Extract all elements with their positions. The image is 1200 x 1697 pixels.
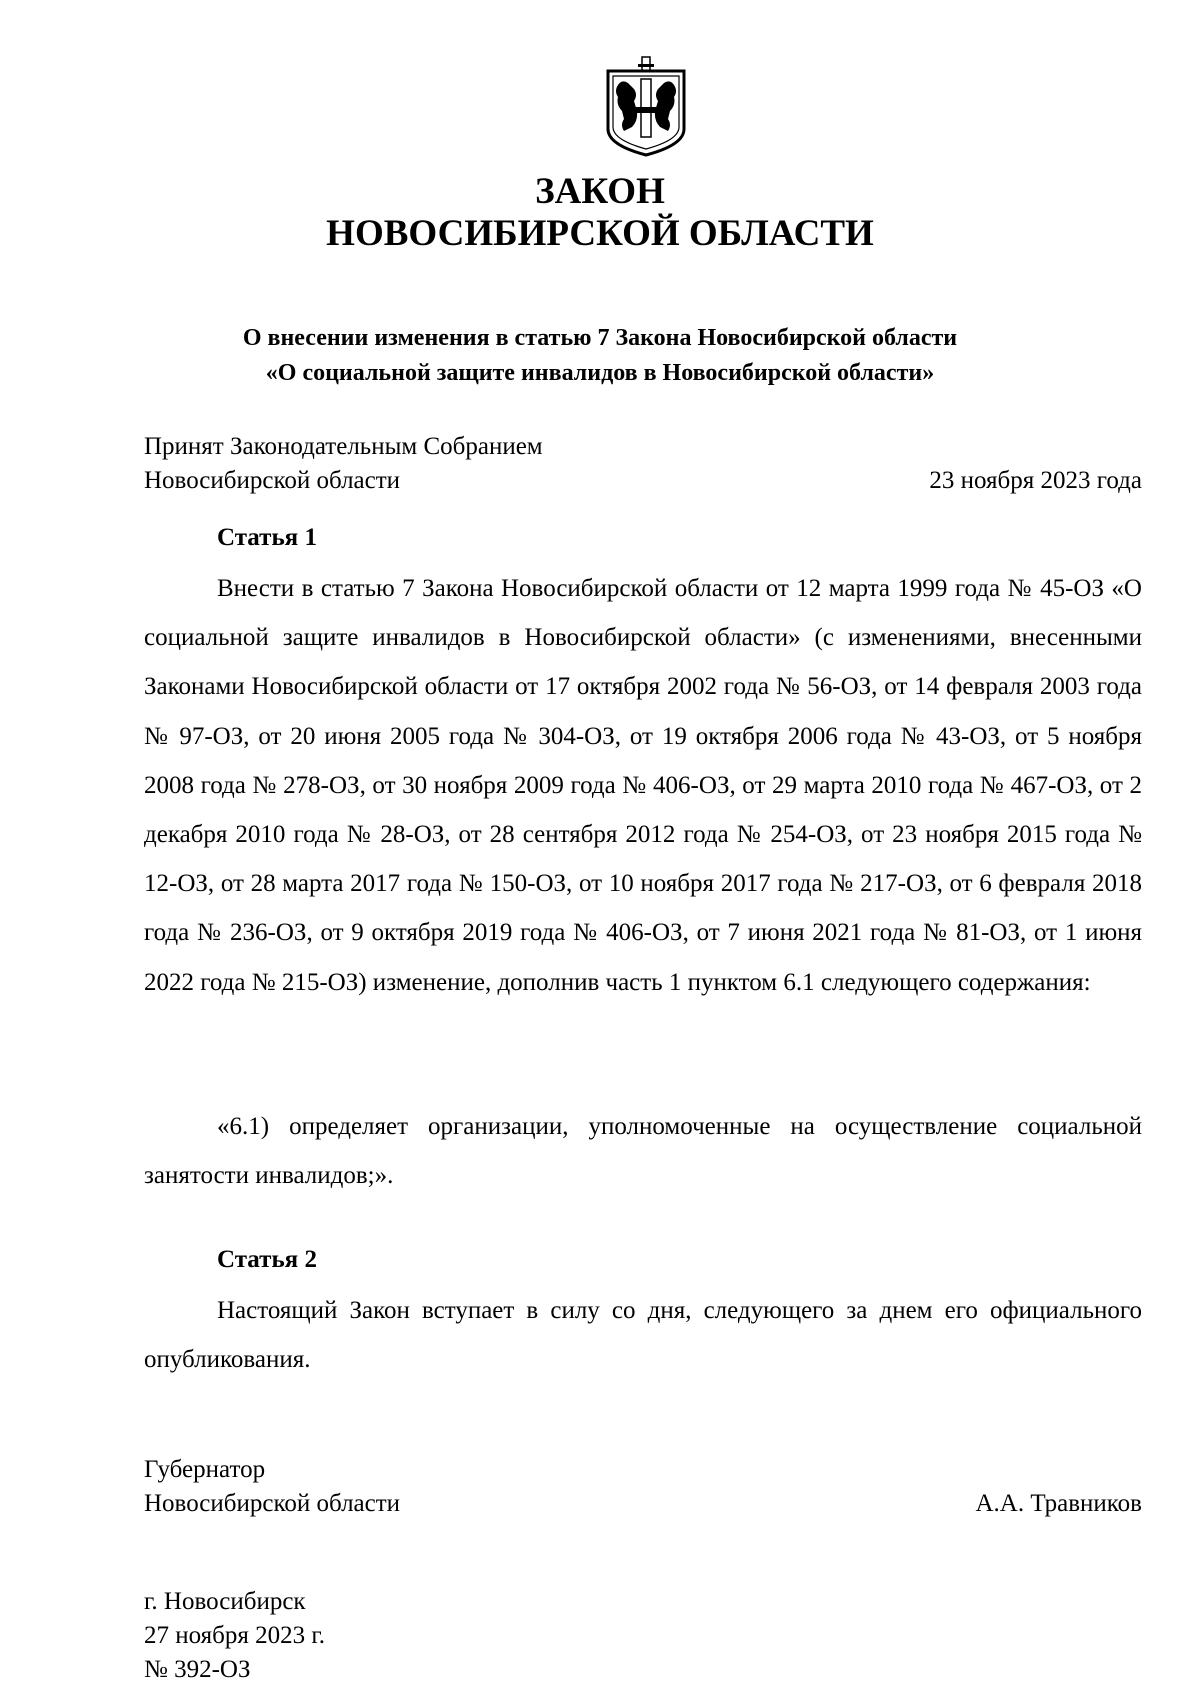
adoption-line2: Новосибирской области (144, 467, 401, 494)
signature-position-line1: Губернатор (144, 1456, 266, 1483)
document-subtitle-line1: О внесении изменения в статью 7 Закона Новосибирской области (242, 325, 958, 351)
footer-number: № 392-ОЗ (144, 1656, 251, 1683)
article1-paragraph: Внести в статью 7 Закона Новосибирской области от 12 марта 1999 года № 45-ОЗ «О социальной защите инвалидов в Новосибирской области» (с изменениями, внесенными Законами Новосибирской области от 17 октября 2002 года № 56-ОЗ, от 14 февраля 2003 года № 97-ОЗ, от 20 июня 2005 года № 304-ОЗ, от 19 октября 2006 года № 43-ОЗ, от 5 ноября 2008 года № 278-ОЗ, от 30 ноября 2009 года № 406-ОЗ, от 29 марта 2010 года № 467-ОЗ, от 2 декабря 2010 года № 28-ОЗ, от 28 сентября 2012 года № 254-ОЗ, от 23 ноября 2015 года № 12-ОЗ, от 28 марта 2017 года № 150-ОЗ, от 10 ноября 2017 года № 217-ОЗ, от 6 февраля 2018 года № 236-ОЗ, от 9 октября 2019 года № 406-ОЗ, от 7 июня 2021 года № 81-ОЗ, от 1 июня 2022 года № 215-ОЗ) изменение, дополнив часть 1 пунктом 6.1 следующего содержания: (144, 575, 1142, 996)
signature-name: А.А. Травников (975, 1490, 1142, 1517)
article1-quote: «6.1) определяет организации, уполномоченные на осуществление социальной занятости инвалидов;». (144, 1113, 1142, 1190)
document-title-line1: ЗАКОН (535, 171, 665, 212)
signature-position-line2: Новосибирской области (144, 1490, 401, 1517)
document-title-line2: НОВОСИБИРСКОЙ ОБЛАСТИ (326, 213, 874, 254)
article2-heading: Статья 2 (217, 1246, 317, 1273)
footer-city: г. Новосибирск (144, 1588, 306, 1615)
adoption-line1: Принят Законодательным Собранием (144, 433, 543, 460)
adoption-date: 23 ноября 2023 года (929, 467, 1142, 494)
footer-date: 27 ноября 2023 г. (144, 1622, 326, 1649)
article1-heading: Статья 1 (217, 524, 317, 551)
document-subtitle-line2: «О социальной защите инвалидов в Новосибирской области» (265, 360, 935, 386)
coat-of-arms-icon (604, 55, 688, 157)
article2-paragraph: Настоящий Закон вступает в силу со дня, следующего за днем его официального опубликования. (144, 1297, 1142, 1374)
